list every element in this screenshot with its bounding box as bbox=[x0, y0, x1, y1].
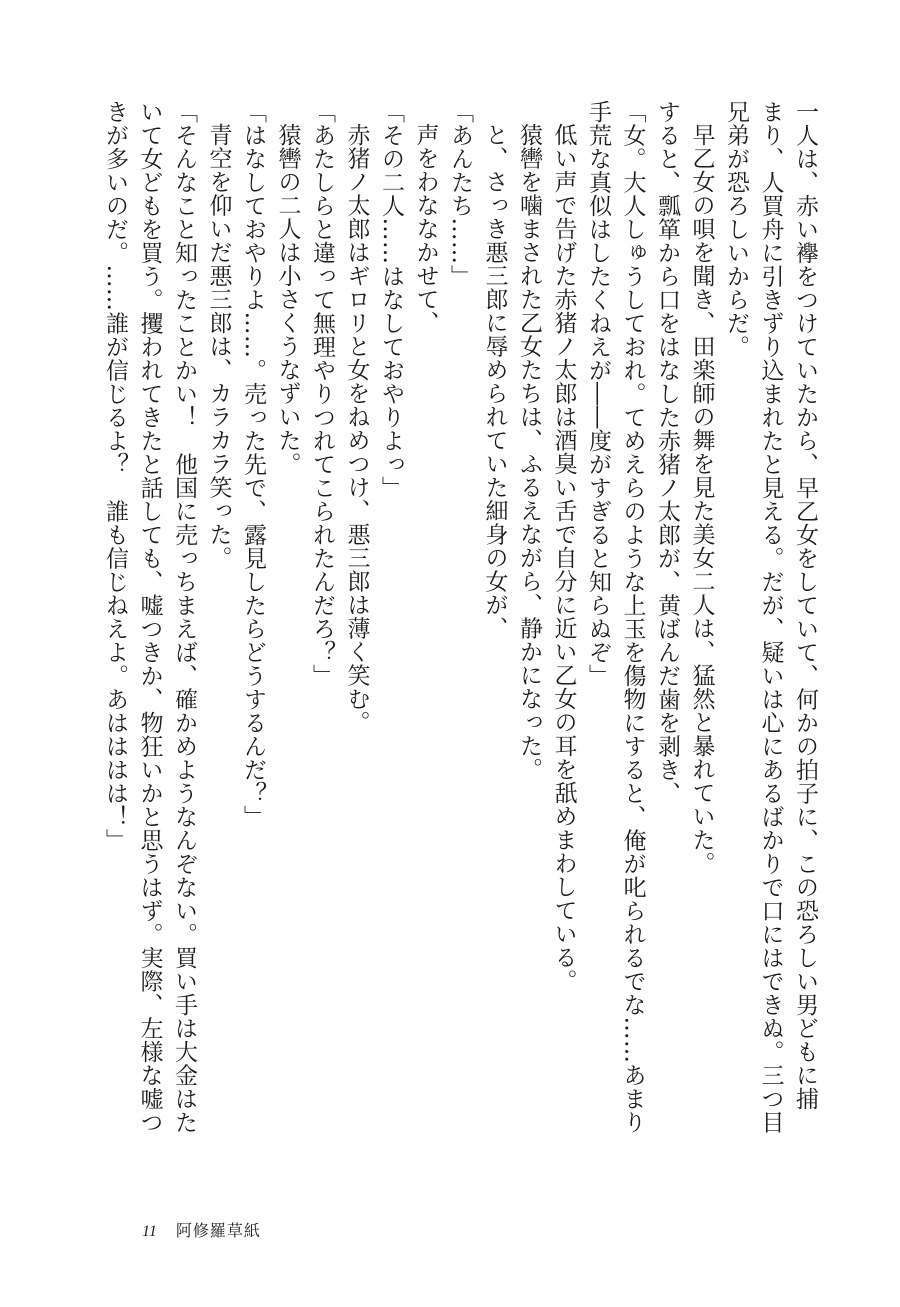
text-line: 「女。大人しゅうしておれ。てめえらのような上玉を傷物にすると、俺が叱られるでな……あまり bbox=[619, 100, 646, 1134]
text-line: 「あんたち……」 bbox=[447, 100, 473, 288]
text-line: 「はなしておやりよ……。売った先で、露見したらどうするんだ？」 bbox=[240, 100, 266, 829]
text-line: 「そんなこと知ったことかい！ 他国に売っちまえば、確かめようなんぞない。買い手は大金はた bbox=[171, 100, 197, 1134]
text-line: 猿轡の二人は小さくうなずいた。 bbox=[274, 123, 301, 476]
text-line: 「その二人……はなしておやりよっ」 bbox=[378, 100, 404, 500]
vertical-text-body bbox=[98, 100, 823, 1185]
text-line: 青空を仰いだ悪三郎は、カラカラ笑った。 bbox=[205, 123, 232, 570]
text-line: いて女どもを買う。攫われてきたと話しても、嘘つきか、物狂いかと思うはず。実際、左様な嘘つ bbox=[136, 100, 163, 1134]
text-line: 赤猪ノ太郎はギロリと女をねめつけ、悪三郎は薄く笑む。 bbox=[343, 123, 370, 734]
text-line: 「あたしらと違って無理やりつれてこられたんだろ？」 bbox=[309, 100, 335, 688]
text-line: 低い声で告げた赤猪ノ太郎は酒臭い舌で自分に近い乙女の耳を舐めまわしている。 bbox=[550, 123, 577, 993]
text-line: 猿轡を噛まされた乙女たちは、ふるえながら、静かになった。 bbox=[516, 123, 542, 781]
text-line: 早乙女の唄を聞き、田楽師の舞を見た美女二人は、猛然と暴れていた。 bbox=[688, 123, 715, 875]
running-title: 阿修羅草紙 bbox=[175, 1221, 261, 1240]
text-line: 兄弟が恐ろしいからだ。 bbox=[723, 100, 749, 359]
text-line: きが多いのだ。……誰が信じるよ？ 誰も信じねえよ。あはははは！」 bbox=[102, 100, 128, 852]
text-line: まり、人買舟に引きずり込まれたと見える。だが、疑いは心にあるばかりで口にはできぬ。三つ目 bbox=[757, 100, 784, 1134]
page-number: 11 bbox=[142, 1223, 157, 1240]
text-line: 一人は、赤い襷をつけていたから、早乙女をしていて、何かの拍子に、この恐ろしい男どもに捕 bbox=[792, 100, 818, 1111]
page-footer bbox=[142, 1218, 261, 1241]
text-line: すると、瓢箪から口をはなした赤猪ノ太郎が、黄ばんだ歯を剥き、 bbox=[654, 100, 680, 805]
text-line: と、さっき悪三郎に辱められていた細身の女が、 bbox=[481, 123, 508, 640]
text-line: 手荒な真似はしたくねえが――度がすぎると知らぬぞ」 bbox=[585, 100, 611, 688]
text-line: 声をわななかせて、 bbox=[412, 123, 439, 335]
